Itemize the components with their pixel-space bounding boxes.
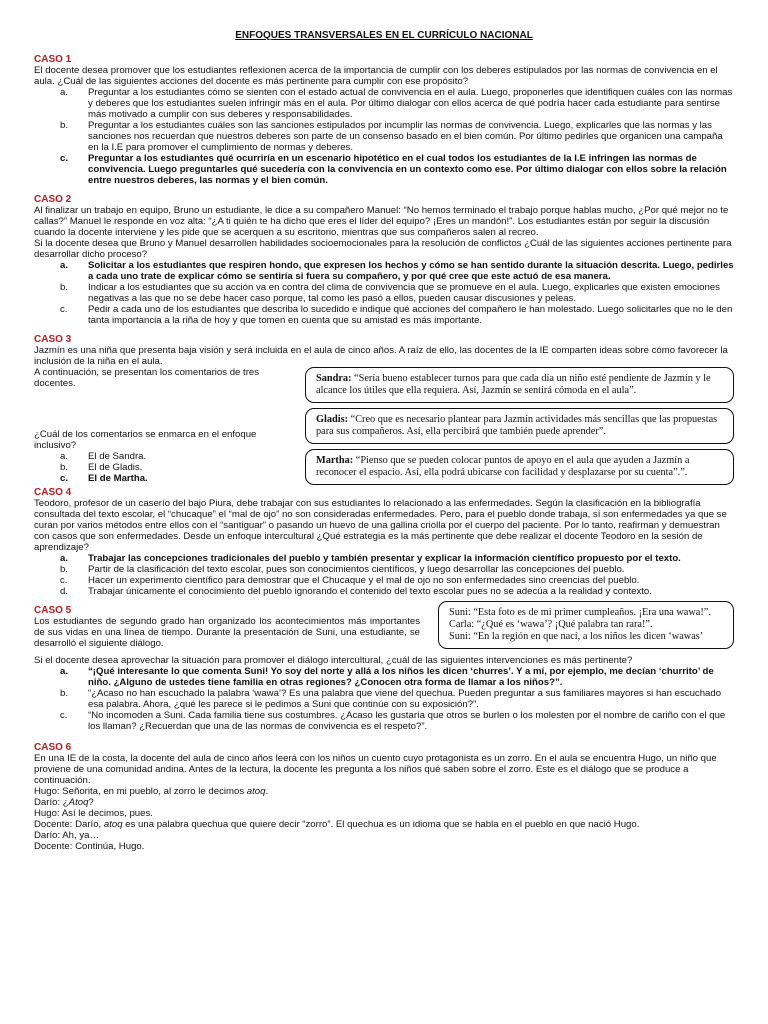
caso-1-text: El docente desea promover que los estudiantes reflexionen acerca de la importancia de cumplir con los deberes estipulados por las normas de convivencia en el aula. ¿Cuál de las siguientes acciones del docente es más pertinente para cumplir con ese propósito? (34, 65, 718, 87)
comment-box-gladis: Gladis: “Creo que es necesario plantear para Jazmín actividades más sencillas que las propuestas para sus compañeros. Así, ella percibirá que también puede aprender”. (305, 408, 734, 444)
dialog-line-hugo-2: Hugo: Así le decimos, pues. (34, 808, 153, 819)
dialog-line-dario-2: Darío: Ah, ya… (34, 830, 100, 841)
caso-5-option-a: a. “¡Qué interesante lo que comenta Suni! Yo soy del norte y allá a los niños les dicen ‘churres’. Y a mí, por ejemplo, me decían ‘churrito’ de niño. ¿Alguno de ustedes tiene familia en otras regiones? ¿Conocen otra forma de llamar a los niños?”. (60, 666, 714, 688)
caso-5-text: Los estudiantes de segundo grado han organizado los acontecimientos más importantes de sus vidas en una línea de tiempo. Durante la presentación de Suni, una estudiante, se desarrolló el siguiente diálogo. (34, 616, 420, 649)
caso-2-option-a: a. Solicitar a los estudiantes que respiren hondo, que expresen los hechos y cómo se han sentido durante la situación descrita. Luego, pedirles a cada uno trate de explicar cómo se sentiría si fuera su compañero, y por qué cree que este actuó de esa manera. (60, 260, 734, 282)
caso-2-text-2: Si la docente desea que Bruno y Manuel desarrollen habilidades socioemocionales para la resolución de conflictos ¿Cuál de las siguientes acciones pertinente para desarrollar dicho proceso? (34, 238, 732, 260)
caso-4-option-c: c. Hacer un experimento científico para demostrar que el Chucaque y el mal de ojo no son enfermedades sino creencias del pueblo. (60, 575, 640, 586)
caso-3-option-a: a. El de Sandra. (60, 451, 147, 462)
caso-1-heading: CASO 1 (34, 54, 72, 65)
caso-5-heading: CASO 5 (34, 605, 72, 616)
caso-3-question: ¿Cuál de los comentarios se enmarca en el enfoque inclusivo? (34, 429, 257, 451)
dialog-line-docente-2: Docente: Continúa, Hugo. (34, 841, 145, 852)
caso-3-text-1: Jazmín es una niña que presenta baja visión y será incluida en el aula de cinco años. A raíz de ello, las docentes de la IE comparten ideas sobre cómo favorecer la inclusión de la niña en el aula. (34, 345, 728, 367)
caso-4-heading: CASO 4 (34, 487, 72, 498)
caso-6-text: En una IE de la costa, la docente del aula de cinco años leerá con los niños un cuento cuyo protagonista es un zorro. En el aula se encuentra Hugo, un niño que proviene de una comunidad andina. Antes de la lectura, la docente les pregunta a los niños qué saben sobre el zorro. Este es el diálogo que se produce a continuación. (34, 753, 717, 786)
caso-3-option-c: c. El de Martha. (60, 473, 148, 484)
caso-5-option-b: b. “¿Acaso no han escuchado la palabra ‘wawa’? Es una palabra que viene del quechua. Pueden preguntar a sus familiares mayores si han escuchado esa palabra. Ahora, ¿qué les parece si le pedimos a Suni que continúe con su exposición?”. (60, 688, 722, 710)
caso-5-question: Si el docente desea aprovechar la situación para promover el diálogo intercultural, ¿cuál de las siguientes intervenciones es más pertinente? (34, 655, 633, 666)
dialog-line-hugo-1: Hugo: Señorita, en mi pueblo, al zorro le decimos atoq. (34, 786, 269, 797)
caso-3-layout (34, 367, 734, 485)
caso-2-heading: CASO 2 (34, 194, 72, 205)
comment-box-sandra: Sandra: “Sería bueno establecer turnos para que cada día un niño esté pendiente de Jazmín y le alcance los útiles que ella requiera. Así, Jazmín se sentirá cómoda en el aula”. (305, 367, 734, 403)
caso-2-option-b: b. Indicar a los estudiantes que su acción va en contra del clima de convivencia que se promueve en el aula. Luego, explicarles que existen emociones negativas a las que no se debe hacer caso porque, tal como les pasó a ellos, pueden causar discusiones y peleas. (60, 282, 720, 304)
caso-3-heading: CASO 3 (34, 334, 72, 345)
dialog-line-docente-1: Docente: Darío, atoq es una palabra quechua que quiere decir “zorro”. El quechua es un idioma que se habla en el pueblo en que nació Hugo. (34, 819, 640, 830)
dialog-line-carla: Carla: “¿Qué es ‘wawa’? ¡Qué palabra tan rara!”. (449, 619, 653, 630)
dialog-line-suni-2: Suni: “En la región en que nací, a los niños les dicen ‘wawas’ (449, 631, 704, 642)
dialog-line-suni-1: Suni: “Esta foto es de mi primer cumpleaños. ¡Era una wawa!”. (449, 607, 711, 618)
caso-1-option-b: b. Preguntar a los estudiantes cuáles son las sanciones estipulados por incumplir las normas de convivencia. Luego, explicarles que las normas y las sanciones nos recuerdan que nuestros deberes son parte de un consenso basado en el bien común. Por último pedirles que organicen una campaña en la I.E para promover el cumplimiento de normas y deberes. (60, 120, 723, 153)
caso-1-option-a: a. Preguntar a los estudiantes cómo se sienten con el estado actual de convivencia en el aula. Luego, proponerles que identifiquen cuáles con las normas y deberes que los estudiantes suelen infringir más en el aula. Por último dialogar con ellos acerca de qué podría hacer cada estudiante para sentirse más motivado a cumplir con sus deberes y responsabilidades. (60, 87, 733, 120)
caso-5-dialog-box (438, 601, 734, 649)
caso-4-option-d: d. Trabajar únicamente el conocimiento del pueblo ignorando el contenido del texto escolar pues no se adecúa a la realidad y contexto. (60, 586, 652, 597)
caso-3-text-2: A continuación, se presentan los comentarios de tres docentes. (34, 367, 260, 389)
caso-4-text: Teodoro, profesor de un caserío del bajo Piura, debe trabajar con sus estudiantes lo relacionado a las enfermedades. Según la clasificación en la bibliografía consultada del texto escolar, el “chucaque” el “mal de ojo” no son consideradas enfermedades. Pero, para el pueblo donde trabaja, sí son enfermedades ya que se curan por varios métodos entre ellos con el “santiguar” o pasando un huevo de una gallina criolla por el cuerpo del paciente. Por lo tanto, reafirman y demuestran con casos que son enfermedades. Desde un enfoque intercultural ¿Qué estrategia es la más pertinente que debe realizar el docente Teodoro en la sesión de aprendizaje? (34, 498, 727, 553)
caso-6-heading: CASO 6 (34, 742, 72, 753)
caso-5-layout (34, 605, 734, 649)
caso-2-text-1: Al finalizar un trabajo en equipo, Bruno un estudiante, le dice a su compañero Manuel: “No hemos terminado el trabajo porque hablas mucho, ¿Por qué mejor no te callas?” Manuel le responde en voz alta: “¿A ti quién te ha dicho que eres el líder del equipo? ¡Eres un mandón!”. Los estudiantes están por seguir la discusión cuando la docente interviene y les pide que se acerquen a su escritorio, mientras que sus compañeros salen al recreo. (34, 205, 729, 238)
caso-5-option-c: c. “No incomoden a Suni. Cada familia tiene sus costumbres. ¿Acaso les gustaría que otros se burlen o los molesten por el nombre de cariño con el que los llaman? ¿Recuerdan que una de las normas de convivencia es el respeto?”. (60, 710, 726, 732)
caso-3-option-b: b. El de Gladis. (60, 462, 143, 473)
caso-6-dialog (34, 786, 734, 852)
caso-5-left-column (34, 605, 420, 649)
dialog-line-dario-1: Darío: ¿Atoq? (34, 797, 94, 808)
caso-4-option-a: a. Trabajar las concepciones tradicionales del pueblo y también presentar y explicar la información científico propuesto por el texto. (60, 553, 681, 564)
caso-3-comments (305, 367, 734, 485)
caso-3-left-column (34, 367, 297, 485)
comment-box-martha: Martha: “Pienso que se pueden colocar puntos de apoyo en el aula que ayuden a Jazmín a reconocer el espacio. Así, ella podrá ubicarse con facilidad y desplazarse por su cuenta”.”. (305, 449, 734, 485)
caso-1-option-c: c. Preguntar a los estudiantes qué ocurriría en un escenario hipotético en el cual todos los estudiantes de la I.E infringen las normas de convivencia. Luego preguntarles qué sucedería con la convivencia en un contexto como ese. Por último dialogar con ellos sobre la relación entre nuestros deberes, las normas y el bien común. (60, 153, 727, 186)
document-title: ENFOQUES TRANSVERSALES EN EL CURRÍCULO NACIONAL (235, 30, 533, 41)
caso-2-option-c: c. Pedir a cada uno de los estudiantes que describa lo sucedido e indique qué acciones del compañero le han molestado. Luego solicitarles que no le den tanta importancia a la riña de hoy y que tomen en cuenta que su amistad es más importante. (60, 304, 733, 326)
caso-4-option-b: b. Partir de la clasificación del texto escolar, pues son conocimientos científicos, y luego desarrollar las concepciones del pueblo. (60, 564, 625, 575)
